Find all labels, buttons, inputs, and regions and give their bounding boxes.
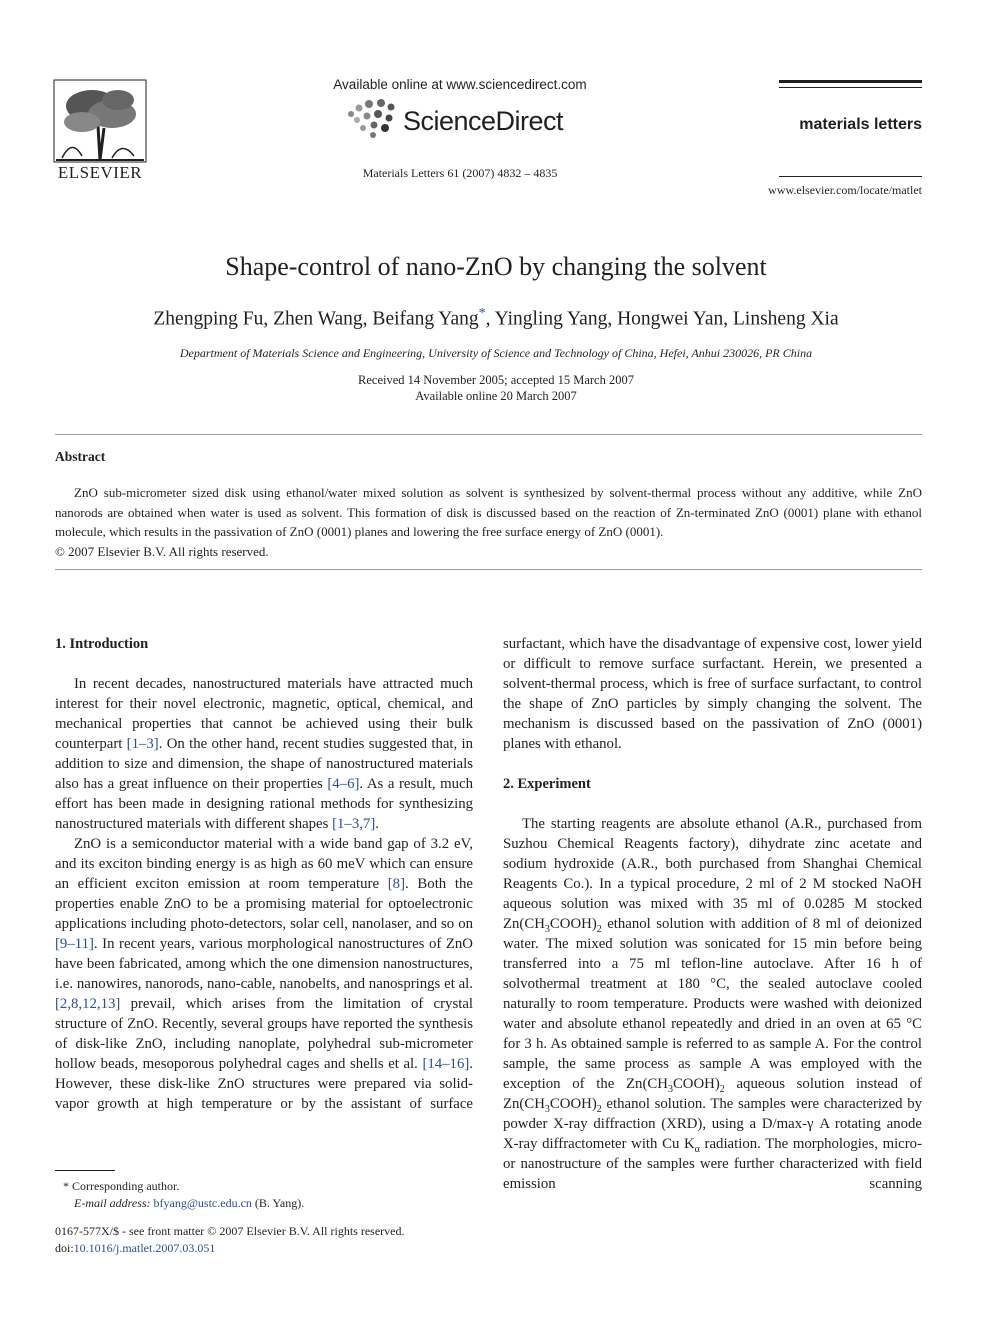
citation-link[interactable]: [1–3] xyxy=(126,736,159,752)
citation-link[interactable]: [1–3,7] xyxy=(332,816,376,832)
article-dates xyxy=(40,372,952,404)
intro-paragraph-1: In recent decades, nanostructured materials have attracted much interest for their novel electronic, magnetic, optical, chemical, and mechanical properties that cannot be achieved using their bulk counterpart [1–3]. On the other hand, recent studies suggested that, in addition to size and dimension, the shape of nanostructured materials also has a great influence on their properties [4–6]. As a result, much effort has been made in designing rational methods for synthesizing nanostructured materials with different shapes [1–3,7]. xyxy=(55,676,474,832)
journal-url-link[interactable]: www.elsevier.com/locate/matlet xyxy=(768,183,922,197)
abstract-text: ZnO sub-micrometer sized disk using ethanol/water mixed solution as solvent is synthesized by solvent-thermal process without any additive, while ZnO nanorods are obtained when water is used as solvent. This formation of disk is discussed based on the reaction of Zn-terminated ZnO (0001) plane with ethanol molecule, which results in the passivation of ZnO (0001) planes and lowering the free surface energy of ZnO (0001). xyxy=(55,485,922,539)
citation-link[interactable]: [9–11] xyxy=(55,936,94,952)
citation-link[interactable]: [8] xyxy=(387,876,406,892)
email-line: E-mail address: bfyang@ustc.edu.cn (B. Yang). xyxy=(74,1196,305,1210)
affiliation: Department of Materials Science and Engineering, University of Science and Technology of China, Hefei, Anhui 230026, PR China xyxy=(179,346,813,360)
sciencedirect-dots-icon xyxy=(345,98,401,140)
journal-reference: Materials Letters 61 (2007) 4832 – 4835 xyxy=(362,166,558,180)
citation-link[interactable]: [4–6] xyxy=(327,776,360,792)
doi-line: doi:10.1016/j.matlet.2007.03.051 xyxy=(55,1241,216,1255)
footnote-rule xyxy=(55,1170,115,1171)
experiment-paragraph: The starting reagents are absolute ethanol (A.R., purchased from Suzhou Chemical Reagents factory), dihydrate zinc acetate and sodium hydroxide (A.R., both purchased from Shanghai Chemical Reagents Co.). In a typical procedure, 2 ml of 2 M stocked NaOH aqueous solution was mixed with 35 ml of 0.0285 M stocked $Zn(CH_3COOH)_2$ ethanol solution with addition of 8 ml of deionized water. The mixed solution was sonicated for 15 min before being transferred into a 75 ml teflon-line autoclave. After 16 h of solvothermal treatment at 180 °C, the sealed autoclave cooled naturally to room temperature. Products were washed with deionized water and absolute ethanol repeatedly and dried in an oven at 65 °C for 3 h. As obtained sample is referred to as sample A. For the control sample, the same process as sample A was employed with the exception of the $Zn(CH_3COOH)_2$ aqueous solution instead of $Zn(CH_3COOH)_2$ ethanol solution. The samples were characterized by powder X-ray diffraction (XRD), using a D/max-γ A rotating anode X-ray diffractometer with Cu $K_\alpha$ radiation. The morphologies, micro- or nanostructure of the samples were further characterized with field emission scanning xyxy=(503,816,923,1192)
publisher-logo-text: ELSEVIER xyxy=(57,163,143,182)
authors-first: Zhengping Fu, Zhen Wang, Beifang Yang xyxy=(153,308,479,330)
sd-available-text: Available online at www.sciencedirect.com xyxy=(333,77,587,92)
section-heading-introduction: 1. Introduction xyxy=(55,636,149,652)
header-rule xyxy=(779,87,922,88)
article-title: Shape-control of nano-ZnO by changing the solvent xyxy=(225,252,767,281)
section-heading-experiment: 2. Experiment xyxy=(503,776,591,792)
author-list xyxy=(40,306,952,331)
email-link[interactable]: bfyang@ustc.edu.cn xyxy=(153,1196,252,1210)
front-matter-copyright: 0167-577X/$ - see front matter © 2007 Elsevier B.V. All rights reserved. xyxy=(55,1224,405,1238)
abstract-heading: Abstract xyxy=(55,449,106,464)
received-date: Received 14 November 2005; accepted 15 March 2007 xyxy=(358,373,634,387)
abstract-top-rule xyxy=(55,434,922,435)
abstract-body xyxy=(55,483,922,561)
header-rule xyxy=(779,176,922,177)
corresponding-author-note: * Corresponding author. xyxy=(63,1179,180,1193)
intro-paragraph-2: ZnO is a semiconductor material with a wide band gap of 3.2 eV, and its exciton binding energy is as high as 60 meV which can ensure an efficient exciton emission at room temperature [8]. Both the properties enable ZnO to be a promising material for optoelectronic applications including photo-detectors, solar cell, nanolaser, and so on [9–11]. In recent years, various morphological nanostructures of ZnO have been fabricated, among which the one dimension nanostructures, i.e. nanowires, nanorods, nano-cable, nanobelts, and nanosprings et al. [2,8,12,13] prevail, which arises from the limitation of crystal structure of ZnO. Recently, several groups have reported the synthesis of disk-like ZnO, including nanoplate, polyhedral sub-micrometer hollow beads, mesoporous polyhedral cages and shells et al. [14–16]. However, these disk-like ZnO structures were prepared via solid-vapor growth at high temperature or by the assistant of surface xyxy=(55,836,474,1112)
email-label: E-mail address: xyxy=(74,1196,151,1210)
left-column xyxy=(55,634,473,1114)
sciencedirect-wordmark: ScienceDirect xyxy=(403,106,564,136)
front-matter xyxy=(55,1223,475,1257)
citation-link[interactable]: [14–16] xyxy=(422,1056,470,1072)
available-date: Available online 20 March 2007 xyxy=(415,389,577,403)
journal-title: materials letters xyxy=(799,116,922,133)
corresponding-author-link[interactable]: * xyxy=(478,306,486,321)
abstract-bottom-rule xyxy=(55,569,922,570)
authors-rest: , Yingling Yang, Hongwei Yan, Linsheng Xia xyxy=(485,308,839,330)
footnote-corresponding xyxy=(55,1178,475,1212)
citation-link[interactable]: [2,8,12,13] xyxy=(55,996,121,1012)
intro-paragraph-continued: surfactant, which have the disadvantage of expensive cost, lower yield or difficult to remove surface surfactant. Herein, we presented a solvent-thermal process, which is free of surface surfactant, to control the shape of ZnO particles by simply changing the solvent. The mechanism is discussed based on the passivation of ZnO (0001) planes with ethanol. xyxy=(503,636,922,752)
doi-link[interactable]: 10.1016/j.matlet.2007.03.051 xyxy=(73,1241,216,1255)
abstract-copyright: © 2007 Elsevier B.V. All rights reserved. xyxy=(55,543,269,559)
right-column xyxy=(503,634,922,1194)
header-rule xyxy=(779,80,922,83)
